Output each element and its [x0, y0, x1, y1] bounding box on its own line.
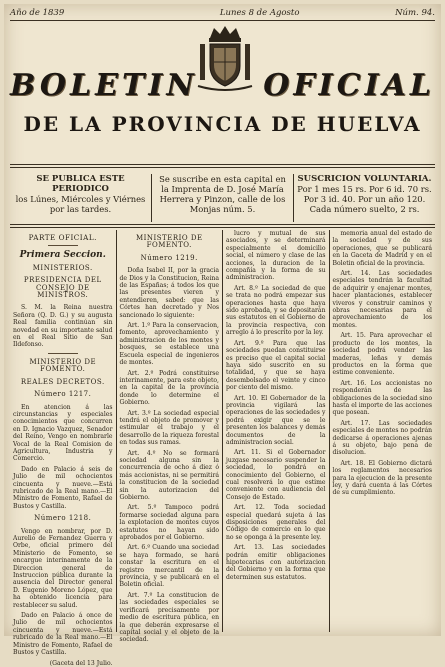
column-2: MINISTERIO DE FOMENTO. Número 1219. Doña Isabel II, por la gracia de Dios y la Constitucion, Reina de las Españas; á todos los que las presentes vieren y entendieren, sabed: que las Córtes han decretado y Nos sancionado lo siguiente: Art. 1.º Para la conservacion, fomento, aprovechamiento y administracion de los montes y bosques, se establece una Escuela especial de ingenieros de montes. Art. 2.º Podrá constituirse interinamente, para este objeto, en la capital de la provincia donde lo determine el Gobierno. Art. 3.º La sociedad especial tendrá el objeto de promover y estimular el trabajo y el desarrollo de la riqueza forestal en todas sus ramas. Art. 4.º No se formará sociedad alguna sin la concurrencia de ocho á diez ó más accionistas, ni se permitirá la constitucion de la sociedad sin la autorizacion del Gobierno. Art. 5.º Tampoco podrá formarse sociedad alguna para la explotacion de montes cuyos estatutos no hayan sido aprobados por el Gobierno. Art. 6.º Cuando una sociedad se haya formado, se hará constar la escritura en el registro mercantil de la provincia, y se publicará en el Boletin oficial. Art. 7.º La constitucion de las sociedades especiales se verificará precisamente por medio de escritura pública, en la que deberán expresarse el capital social y el objeto de la sociedad.: [116, 230, 223, 632]
divider: [10, 224, 435, 225]
issue-number: Núm. 94.: [395, 8, 435, 18]
top-line: [10, 8, 435, 18]
year-label: Año de 1839: [10, 8, 65, 18]
publication-schedule: SE PUBLICA ESTE PERIODICO los Lúnes, Miércoles y Viérnes por las tardes.: [15, 174, 146, 214]
masthead-title-left: BOLETIN: [10, 68, 198, 103]
article-columns: [10, 230, 435, 667]
masthead-subtitle: DE LA PROVINCIA DE HUELVA: [23, 112, 422, 136]
column-4: memoria anual del estado de la sociedad y de sus operaciones, que se publicará en la Gaceta de Madrid y en el Boletin oficial de la provincia. Art. 14. Las sociedades especiales tendrán la facultad de adquirir y enajenar montes, hacer plantaciones, establecer viveros y construir caminos y obras necesarias para el aprovechamiento de los montes. Art. 15. Para aprovechar el producto de los montes, la sociedad podrá vender las maderas, leñas y demás productos en la forma que estime conveniente. Art. 16. Los accionistas no responderán de las obligaciones de la sociedad sino hasta el importe de las acciones que posean. Art. 17. Las sociedades especiales de montes no podrán dedicarse á operaciones ajenas á su objeto, bajo pena de disolucion. Art. 18. El Gobierno dictará los reglamentos necesarios para la ejecucion de la presente ley, y dará cuenta á las Córtes de su cumplimiento.: [329, 230, 436, 632]
masthead: [10, 68, 435, 103]
divider: [10, 227, 435, 228]
column-3: lucro y mutual de sus asociados, y se determinará especialmente el domicilio social, el número y clase de las acciones, la duracion de la compañía y la forma de su administracion. Art. 8.º La sociedad de que se trata no podrá empezar sus operaciones hasta que haya sido aprobada, y se depositarán sus estatutos en el Gobierno de la provincia respectiva, con arreglo á lo prescrito por la ley. Art. 9.º Para que las sociedades puedan constituirse es preciso que el capital social haya sido suscrito en su totalidad, y que se haya desembolsado el veinte y cinco por ciento del mismo. Art. 10. El Gobernador de la provincia vigilará las operaciones de las sociedades y podrá exigir que se le presenten los balances y demás documentos de la administracion social. Art. 11. Si el Gobernador juzgase necesario suspender la sociedad, lo pondrá en conocimiento del Gobierno, el cual resolverá lo que estime conveniente con audiencia del Consejo de Estado. Art. 12. Toda sociedad especial quedará sujeta á las disposiciones generales del Código de comercio en lo que no se oponga á la presente ley. Art. 13. Las sociedades podrán emitir obligaciones hipotecarias con autorizacion del Gobierno y en la forma que determinen sus estatutos.: [222, 230, 329, 632]
newspaper-page: [4, 4, 441, 667]
date-label: Lunes 8 de Agosto: [219, 8, 300, 18]
column-1: PARTE OFICIAL. Primera Seccion. MINISTERIOS. PRESIDENCIA DEL CONSEJO DE MINISTROS. S. M. la Reina nuestra Señora (Q. D. G.) y su augusta Real familia continúan sin novedad en su importante salud en el Real Sitio de San Ildefonso. MINISTERIO DE FOMENTO. REALES DECRETOS. Número 1217. En atencion á las circunstancias y especiales conocimientos que concurren en D. Ignacio Vazquez, Senador del Reino, Vengo en nombrarle Vocal de la Real Comision de Agricultura, Industria y Comercio. Dado en Palacio á seis de Julio de mil ochocientos cincuenta y nueve.—Está rubricado de la Real mano.—El Ministro de Fomento, Rafael de Bustos y Castilla. Número 1218. Vengo en nombrar, por D. Aurelio de Fernandez Guerra y Orbe, oficial primero del Ministerio de Fomento, se encargue interinamente de la Direccion general de Instruccion pública durante la ausencia del Director general D. Eugenio Moreno López, que ha obtenido licencia para restablecer su salud. Dado en Palacio á once de Julio de mil ochocientos cincuenta y nueve.—Está rubricado de la Real mano.—El Ministro de Fomento, Rafael de Bustos y Castilla. (Gaceta del 13 Julio.: [13, 233, 113, 667]
divider: [10, 164, 435, 165]
masthead-title-right: OFICIAL: [263, 68, 435, 103]
divider: [10, 167, 435, 168]
publication-info: [10, 174, 435, 222]
subscription-prices: SUSCRICION VOLUNTARIA. Por 1 mes 15 rs. Por 6 id. 70 rs. Por 3 id. 40. Por un año 120. Cada número suelto, 2 rs.: [293, 174, 435, 222]
subscription-place: Se suscribe en esta capital en la Imprenta de D. José María Herrera y Pinzon, calle de los Monjas núm. 5.: [151, 174, 293, 222]
divider: [10, 20, 435, 21]
